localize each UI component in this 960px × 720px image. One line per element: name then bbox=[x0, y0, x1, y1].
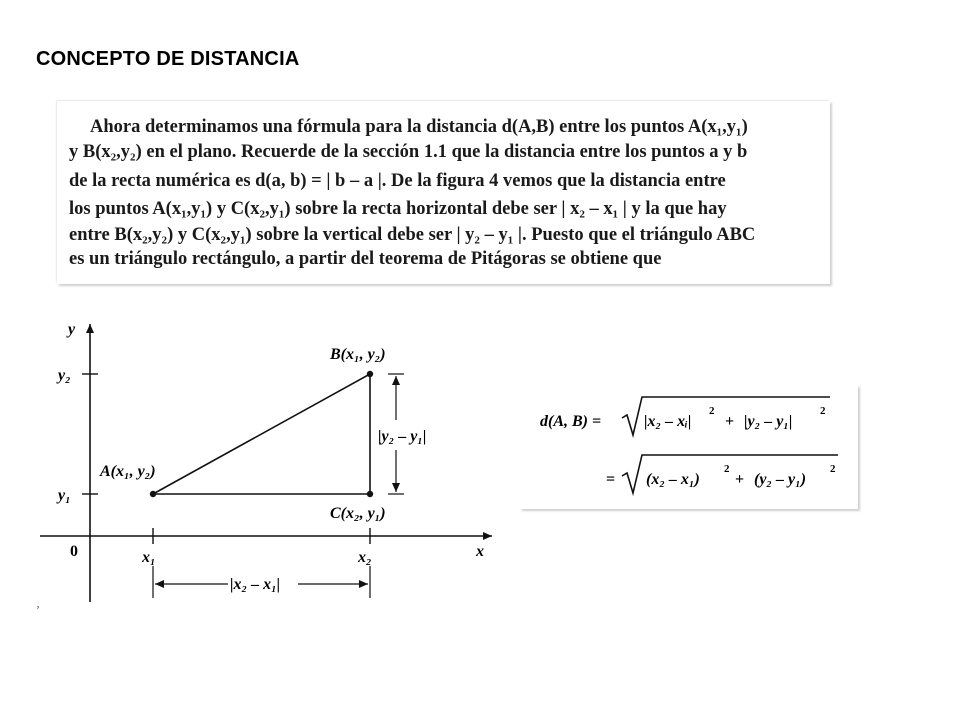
segment-ab bbox=[153, 374, 370, 494]
paragraph-line-5: entre B(x₂,y₂) y C(x₂,y₁) sobre la vertical debe ser | y₂ – y₁ |. Puesto que el triángulo ABC bbox=[69, 225, 756, 245]
text-excerpt bbox=[57, 101, 830, 284]
y1-label: y₁ bbox=[58, 487, 71, 504]
formula-lhs: d(A, B) = bbox=[540, 413, 602, 430]
point-a-label: A(x₁, y₂) bbox=[100, 463, 156, 480]
origin-label: 0 bbox=[70, 543, 78, 560]
paragraph-line-2: y B(x₂,y₂) en el plano. Recuerde de la sección 1.1 que la distancia entre los puntos a y b bbox=[69, 142, 748, 162]
exponent-4: 2 bbox=[830, 463, 836, 475]
paragraph-line-1: Ahora determinamos una fórmula para la distancia d(A,B) entre los puntos A(x₁,y₁) bbox=[90, 117, 748, 137]
point-a-dot bbox=[150, 491, 156, 497]
paragraph-line-3: de la recta numérica es d(a, b) = | b – a |. De la figura 4 vemos que la distancia entre bbox=[69, 171, 726, 191]
paragraph-line-6: es un triángulo rectángulo, a partir del teorema de Pitágoras se obtiene que bbox=[69, 249, 662, 269]
distance-figure bbox=[30, 310, 510, 620]
point-c-dot bbox=[367, 491, 373, 497]
exponent-1: 2 bbox=[709, 405, 715, 417]
plus-sign: + bbox=[725, 413, 735, 430]
equals-sign: = bbox=[606, 471, 616, 488]
exponent-2: 2 bbox=[820, 405, 826, 417]
stray-mark: ʼ bbox=[36, 603, 40, 617]
x-axis-label: x bbox=[476, 543, 484, 560]
formula-term-3: (x₂ – x₁) bbox=[646, 471, 700, 488]
x2-label: x₂ bbox=[358, 549, 372, 566]
distance-formula bbox=[520, 385, 858, 509]
point-c-label: C(x₂, y₁) bbox=[330, 505, 386, 522]
horizontal-distance-label: |x₂ – x₁| bbox=[230, 576, 281, 593]
point-b-label: B(x₁, y₂) bbox=[330, 346, 386, 363]
vertical-distance-label: |y₂ – y₁| bbox=[378, 428, 427, 445]
formula-term-1: |x₂ – xᵢ| bbox=[644, 413, 692, 430]
plus-sign-2: + bbox=[735, 471, 745, 488]
point-b-dot bbox=[367, 371, 373, 377]
exponent-3: 2 bbox=[724, 463, 730, 475]
x1-label: x₁ bbox=[142, 549, 156, 566]
y2-label: y₂ bbox=[58, 367, 71, 384]
y-axis-label: y bbox=[68, 321, 76, 338]
formula-term-2: |y₂ – y₁| bbox=[744, 413, 793, 430]
formula-term-4: (y₂ – y₁) bbox=[754, 471, 807, 488]
page-title: CONCEPTO DE DISTANCIA bbox=[36, 48, 300, 70]
paragraph-line-4: los puntos A(x₁,y₁) y C(x₂,y₁) sobre la recta horizontal debe ser | x₂ – x₁ | y la que hay bbox=[69, 199, 727, 219]
